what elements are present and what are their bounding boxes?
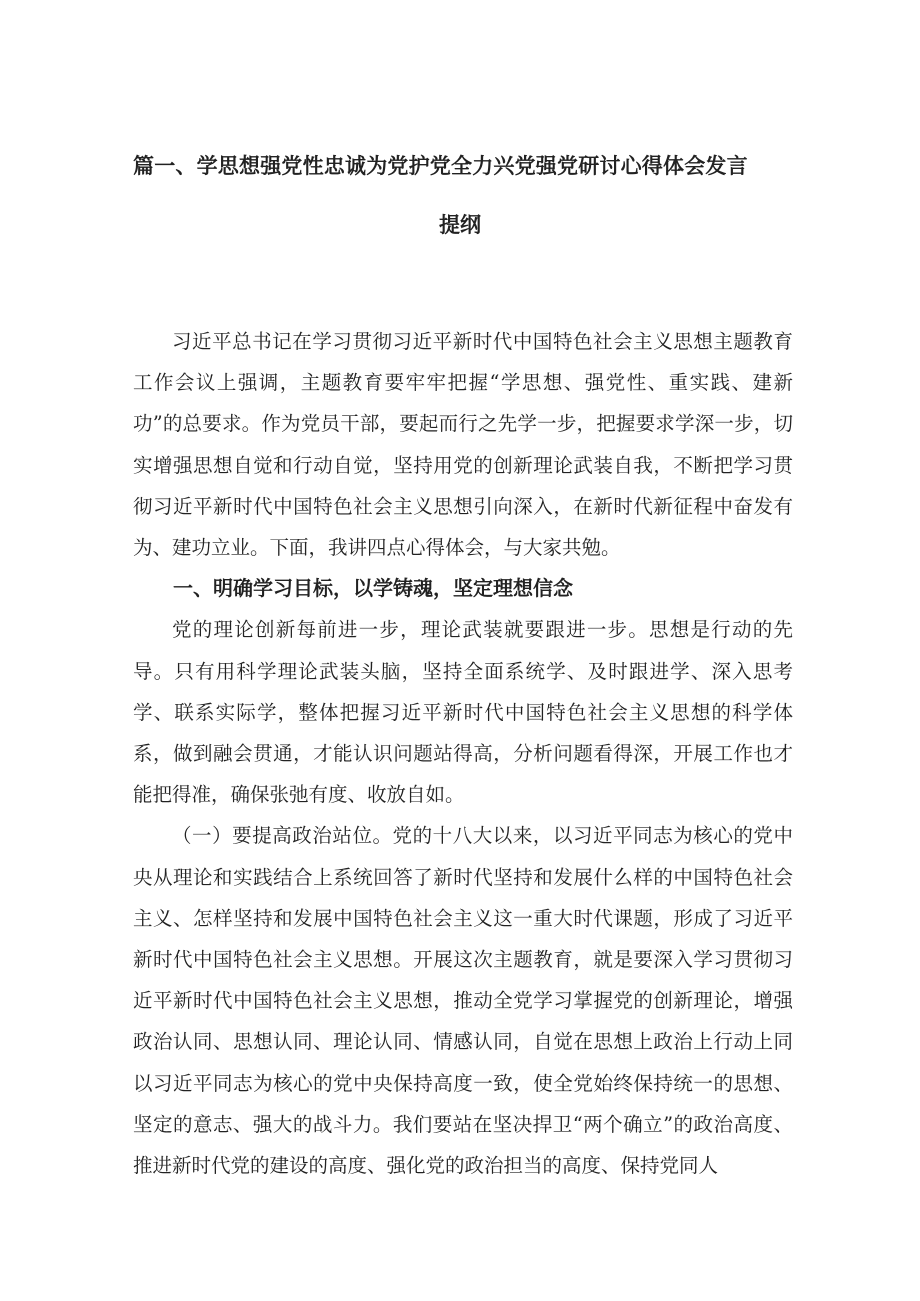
section-heading-1: 一、明确学习目标，以学铸魂，坚定理想信念	[173, 576, 573, 601]
section-1-paragraph: 党的理论创新每前进一步，理论武装就要跟进一步。思想是行动的先导。只有用科学理论武装头脑，坚持全面系统学、及时跟进学、深入思考学、联系实际学，整体把握习近平新时代中国特色社会主义思想的科学体系，做到融会贯通，才能认识问题站得高，分析问题看得深，开展工作也才能把得准，确保张弛有度、收放自如。	[133, 618, 793, 807]
document-body	[133, 321, 793, 1186]
document-title-line-2: 提纲	[439, 213, 481, 237]
subsection-1-paragraph: （一）要提高政治站位。党的十八大以来，以习近平同志为核心的党中央从理论和实践结合上系统回答了新时代坚持和发展什么样的中国特色社会主义、怎样坚持和发展中国特色社会主义这一重大时代课题，形成了习近平新时代中国特色社会主义思想。开展这次主题教育，就是要深入学习贯彻习近平新时代中国特色社会主义思想，推动全党学习掌握党的创新理论，增强政治认同、思想认同、理论认同、情感认同，自觉在思想上政治上行动上同以习近平同志为核心的党中央保持高度一致，使全党始终保持统一的思想、坚定的意志、强大的战斗力。我们要站在坚决捍卫“两个确立”的政治高度、推进新时代党的建设的高度、强化党的政治担当的高度、保持党同人	[133, 824, 793, 1178]
document-title-line-1: 篇一、学思想强党性忠诚为党护党全力兴党强党研讨心得体会发言	[133, 154, 748, 178]
intro-paragraph: 习近平总书记在学习贯彻习近平新时代中国特色社会主义思想主题教育工作会议上强调，主题教育要牢牢把握“学思想、强党性、重实践、建新功”的总要求。作为党员干部，要起而行之先学一步，把握要求学深一步，切实增强思想自觉和行动自觉，坚持用党的创新理论武装自我，不断把学习贯彻习近平新时代中国特色社会主义思想引向深入，在新时代新征程中奋发有为、建功立业。下面，我讲四点心得体会，与大家共勉。	[133, 330, 793, 560]
